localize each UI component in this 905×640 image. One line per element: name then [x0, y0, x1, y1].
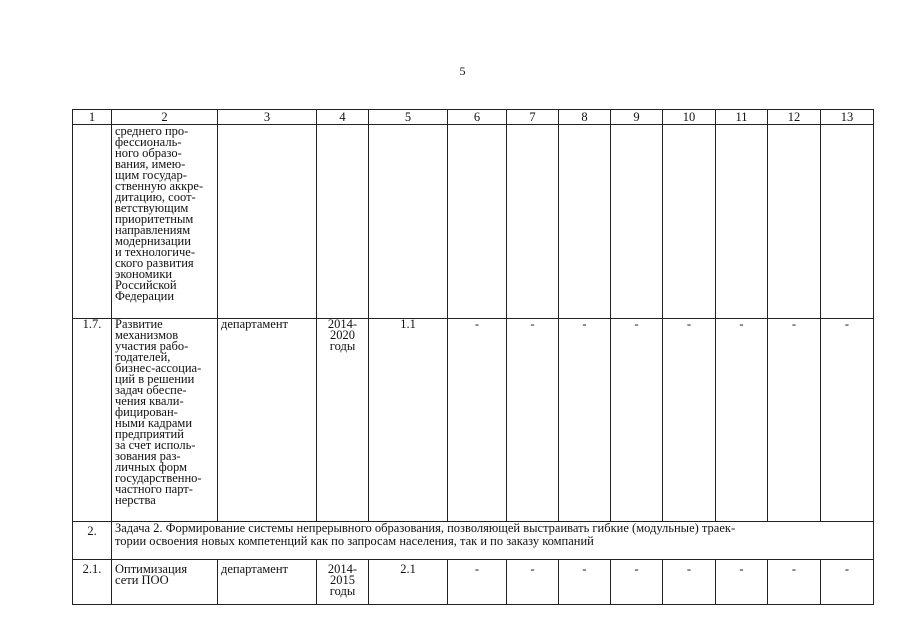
activity-line: предприятий — [115, 427, 184, 441]
activity-line: Федерации — [115, 289, 175, 303]
table-row-1-7 — [73, 319, 874, 522]
cell-executor: департамент — [218, 319, 317, 522]
period-line: годы — [329, 584, 356, 598]
activity-line: вания, имею- — [115, 157, 186, 171]
cell-value: - — [507, 319, 559, 522]
period-line: 2014- — [327, 562, 358, 576]
activity-line: государственно- — [115, 471, 202, 485]
cell-value: - — [768, 319, 821, 522]
cell-value: - — [821, 319, 874, 522]
activity-line: ского развития — [115, 256, 194, 270]
cell-indicator — [369, 125, 448, 319]
activity-line: сети ПОО — [115, 573, 169, 587]
activity-line: личных форм — [115, 460, 187, 474]
cell-value — [507, 125, 559, 319]
cell-value — [768, 125, 821, 319]
cell-value — [821, 125, 874, 319]
activity-line: частного парт- — [115, 482, 193, 496]
cell-task-title — [112, 522, 874, 560]
cell-value: - — [448, 560, 507, 605]
table-row-continuation — [73, 125, 874, 319]
cell-value — [559, 125, 611, 319]
period-line: 2015 — [330, 573, 355, 587]
activity-line: модернизации — [115, 234, 191, 248]
header-cell-10: 10 — [663, 110, 716, 125]
cell-value: - — [507, 560, 559, 605]
page-number: 5 — [459, 64, 466, 78]
cell-num — [73, 125, 112, 319]
activity-line: приоритетным — [115, 212, 194, 226]
activity-line: ного образо- — [115, 146, 182, 160]
activity-line: тодателей, — [115, 350, 171, 364]
cell-value: - — [611, 560, 663, 605]
cell-num: 2.1. — [73, 560, 112, 605]
activity-line: среднего про- — [115, 124, 189, 138]
table-row-2-1 — [73, 560, 874, 605]
task-line: Задача 2. Формирование системы непрерывного образования, позволяющей выстраивать гибкие (модульные) траек- — [115, 521, 736, 535]
header-cell-13: 13 — [821, 110, 874, 125]
table-row-task-2 — [73, 522, 874, 560]
cell-activity — [112, 319, 218, 522]
activity-line: Российской — [115, 278, 177, 292]
cell-period — [317, 560, 369, 605]
task-line: тории освоения новых компетенций как по запросам населения, так и по заказу компаний — [115, 534, 594, 548]
cell-value: - — [663, 560, 716, 605]
activity-line: участия рабо- — [115, 339, 189, 353]
cell-value — [716, 125, 768, 319]
header-row — [73, 110, 874, 125]
cell-value: - — [611, 319, 663, 522]
cell-value: - — [768, 560, 821, 605]
cell-executor: департамент — [218, 560, 317, 605]
cell-executor — [218, 125, 317, 319]
cell-value: - — [448, 319, 507, 522]
cell-value: - — [716, 560, 768, 605]
header-cell-9: 9 — [611, 110, 663, 125]
header-cell-7: 7 — [507, 110, 559, 125]
activity-line: за счет исполь- — [115, 438, 196, 452]
activity-line: ветствующим — [115, 201, 189, 215]
period-line: годы — [329, 339, 356, 353]
cell-activity — [112, 560, 218, 605]
cell-num: 2. — [73, 522, 112, 560]
activity-line: и технологиче- — [115, 245, 195, 259]
activity-line: Оптимизация — [115, 562, 188, 576]
cell-value: - — [559, 319, 611, 522]
activity-line: нерства — [115, 493, 156, 507]
activity-line: задач обеспе- — [115, 383, 187, 397]
cell-value — [448, 125, 507, 319]
header-cell-1: 1 — [73, 110, 112, 125]
activity-line: экономики — [115, 267, 173, 281]
activity-line: ственную аккре- — [115, 179, 204, 193]
cell-activity — [112, 125, 218, 319]
cell-value: - — [559, 560, 611, 605]
cell-period — [317, 125, 369, 319]
cell-value — [611, 125, 663, 319]
cell-num: 1.7. — [73, 319, 112, 522]
activity-line: ций в решении — [115, 372, 195, 386]
header-cell-5: 5 — [369, 110, 448, 125]
header-cell-3: 3 — [218, 110, 317, 125]
header-cell-2: 2 — [112, 110, 218, 125]
period-line: 2014- — [327, 318, 358, 331]
cell-value: - — [663, 319, 716, 522]
activity-line: дитацию, соот- — [115, 190, 196, 204]
header-cell-8: 8 — [559, 110, 611, 125]
activity-line: бизнес-ассоциа- — [115, 361, 202, 375]
activity-line: зования раз- — [115, 449, 181, 463]
cell-indicator: 2.1 — [369, 560, 448, 605]
activity-line: Развитие — [115, 318, 163, 331]
activity-line: направлениям — [115, 223, 191, 237]
cell-period — [317, 319, 369, 522]
activity-line: фессиональ- — [115, 135, 182, 149]
activity-line: чения квали- — [115, 394, 184, 408]
cell-value: - — [716, 319, 768, 522]
period-line: 2020 — [330, 328, 355, 342]
activity-line: механизмов — [115, 328, 179, 342]
program-table — [72, 109, 874, 605]
cell-value: - — [821, 560, 874, 605]
activity-line: фицирован- — [115, 405, 178, 419]
cell-indicator: 1.1 — [369, 319, 448, 522]
header-cell-11: 11 — [716, 110, 768, 125]
header-cell-12: 12 — [768, 110, 821, 125]
activity-line: ными кадрами — [115, 416, 193, 430]
cell-value — [663, 125, 716, 319]
activity-line: щим государ- — [115, 168, 187, 182]
header-cell-4: 4 — [317, 110, 369, 125]
header-cell-6: 6 — [448, 110, 507, 125]
